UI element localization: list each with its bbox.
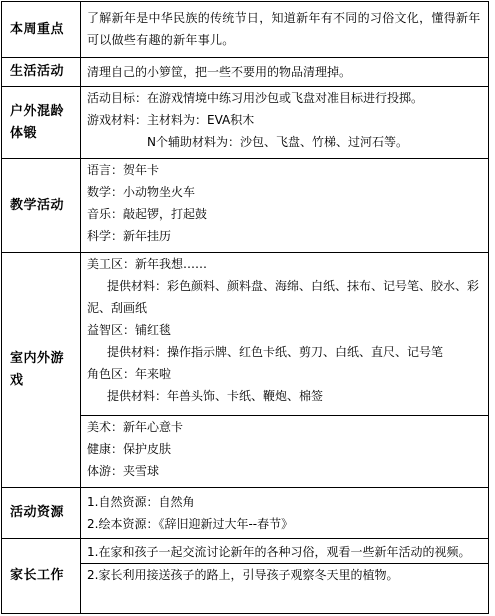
content-teaching: [81, 159, 489, 253]
parents-task-2: 2.家长利用接送孩子的路上，引导孩子观察冬天里的植物。: [81, 563, 488, 586]
header-games: 室内外游戏: [2, 253, 81, 488]
parents-task-1: 1.在家和孩子一起交流讨论新年的各种习俗，观看一些新年活动的视频。: [87, 545, 471, 559]
row-parents: [2, 539, 489, 614]
outdoor-aux-materials: N个辅助材料为：沙包、飞盘、竹梯、过河石等。: [147, 135, 408, 149]
weekly-plan-table: [1, 1, 489, 614]
header-resources: 活动资源: [2, 488, 81, 539]
outdoor-goal: 活动目标：在游戏情境中练习用沙包或飞盘对准目标进行投掷。: [87, 91, 424, 105]
resource-picturebook: 2.绘本资源：《辞旧迎新过大年--春节》: [87, 517, 294, 531]
row-teaching: [2, 159, 489, 253]
art-area-materials: 提供材料：彩色颜料、颜料盘、海绵、白纸、抹布、记号笔、胶水、彩泥、刮画纸: [87, 279, 480, 315]
row-resources: [2, 488, 489, 539]
teaching-language: 语言：贺年卡: [87, 163, 160, 177]
row-weekly-focus: [2, 2, 489, 58]
weekly-focus-text: 了解新年是中华民族的传统节日，知道新年有不同的习俗文化，懂得新年可以做些有趣的新年事儿。: [87, 11, 481, 47]
game-sport: 体游：夹雪球: [87, 464, 160, 478]
header-outdoor-exercise: 户外混龄体锻: [2, 87, 81, 159]
games-outdoor-block: [81, 415, 488, 482]
outdoor-materials: 游戏材料：主材料为：EVA积木: [87, 113, 255, 127]
content-parents: [81, 539, 489, 614]
role-area-materials: 提供材料：年兽头饰、卡纸、鞭炮、棉签: [107, 389, 324, 403]
role-area: 角色区：年来啦: [87, 367, 172, 381]
content-life-activity: [81, 58, 489, 87]
content-outdoor-exercise: [81, 87, 489, 159]
puzzle-area-materials: 提供材料：操作指示牌、红色卡纸、剪刀、白纸、直尺、记号笔: [107, 345, 444, 359]
teaching-music: 音乐：敲起锣，打起鼓: [87, 207, 208, 221]
header-parents: 家长工作: [2, 539, 81, 614]
header-life-activity: 生活活动: [2, 58, 81, 87]
game-health: 健康：保护皮肤: [87, 442, 172, 456]
resource-nature: 1.自然资源：自然角: [87, 495, 195, 509]
games-indoor-block: [81, 253, 488, 415]
row-life-activity: [2, 58, 489, 87]
header-weekly-focus: 本周重点: [2, 2, 81, 58]
life-activity-text: 清理自己的小箩筐，把一些不要用的物品清理掉。: [87, 65, 352, 79]
content-weekly-focus: [81, 2, 489, 58]
art-area: 美工区：新年我想……: [87, 257, 208, 271]
teaching-science: 科学：新年挂历: [87, 229, 172, 243]
teaching-math: 数学：小动物坐火车: [87, 185, 196, 199]
content-resources: [81, 488, 489, 539]
header-teaching: 教学活动: [2, 159, 81, 253]
content-games: [81, 253, 489, 488]
row-games: [2, 253, 489, 488]
puzzle-area: 益智区：铺红毯: [87, 323, 172, 337]
game-art: 美术：新年心意卡: [87, 420, 184, 434]
row-outdoor-exercise: [2, 87, 489, 159]
